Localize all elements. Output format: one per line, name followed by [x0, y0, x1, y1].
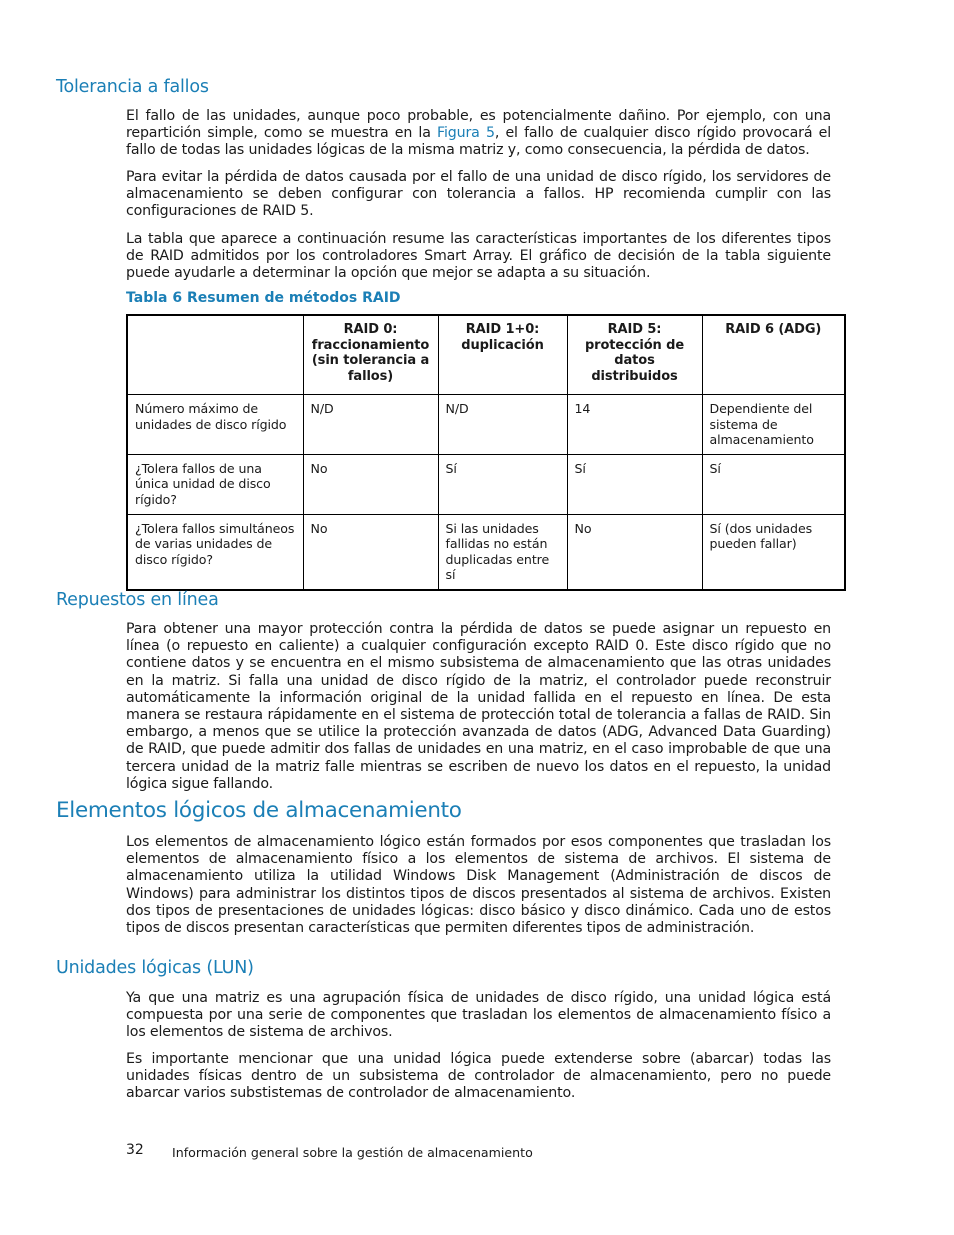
- paragraph-elementos-1: Los elementos de almacenamiento lógico están formados por esos componentes que trasladan los elementos de almacenamiento físico a los elementos de sistema de archivos. El sistema de almacenamiento utiliza la utilidad Windows Disk Management (Administración de discos de Windows) para administrar los distintos tipos de discos presentados al sistema de archivos. Existen dos tipos de presentaciones de unidades lógicas: disco básico y disco dinámico. Cada uno de estos tipos de discos presentan características que permiten diferentes tipos de administración.: [126, 834, 831, 937]
- table-row: [127, 395, 845, 455]
- table-cell: No: [303, 514, 438, 590]
- table-header-cell: RAID 1+0: duplicación: [438, 315, 567, 395]
- raid-summary-table: [126, 314, 846, 591]
- table-cell: N/D: [303, 395, 438, 455]
- table-row: [127, 454, 845, 514]
- table-cell: Sí (dos unidades pueden fallar): [702, 514, 845, 590]
- section-heading-tolerancia: Tolerancia a fallos: [56, 77, 209, 97]
- footer-title: Información general sobre la gestión de almacenamiento: [172, 1145, 533, 1160]
- paragraph-text: El fallo de las unidades, aunque poco probable, es potencialmente dañino. Por ejemplo, con una repartición simple, como se muestra en la: [126, 108, 831, 142]
- paragraph-text: , el fallo de cualquier disco rígido provocará el fallo de todas las unidades lógicas de la misma matriz y, como consecuencia, la pérdida de datos.: [126, 125, 832, 159]
- table-header-cell: RAID 0: fraccionamiento (sin tolerancia a fallos): [303, 315, 438, 395]
- table-header-cell: [127, 315, 303, 395]
- section-heading-repuestos: Repuestos en línea: [56, 590, 219, 610]
- table-cell: 14: [567, 395, 702, 455]
- table-cell: ¿Tolera fallos de una única unidad de disco rígido?: [127, 454, 303, 514]
- paragraph-tolerancia-1: [126, 108, 831, 160]
- table-cell: No: [567, 514, 702, 590]
- table-cell: N/D: [438, 395, 567, 455]
- paragraph-repuestos-1: Para obtener una mayor protección contra la pérdida de datos se puede asignar un repuesto en línea (o repuesto en caliente) a cualquier configuración excepto RAID 0. Este disco rígido que no contiene datos y se encuentra en el mismo subsistema de almacenamiento que las otras unidades en la matriz. Si falla una unidad de disco rígido de la matriz, el controlador puede reconstruir automáticamente la información original de la unidad fallida en el repuesto en línea. De esta manera se restaura rápidamente en el sistema de protección total de tolerancia a fallas de RAID. Sin embargo, a menos que se utilice la protección avanzada de datos (ADG, Advanced Data Guarding) de RAID, que puede admitir dos fallas de unidades en una matriz, en el caso improbable de que una tercera unidad de la matriz falle mientras se escriben de nuevo los datos en el repuesto, la unidad lógica sigue fallando.: [126, 621, 831, 792]
- figure-5-link[interactable]: Figura 5: [437, 125, 495, 142]
- table-cell: Si las unidades fallidas no están duplicadas entre sí: [438, 514, 567, 590]
- table-caption: Tabla 6 Resumen de métodos RAID: [126, 290, 401, 306]
- table-cell: Sí: [702, 454, 845, 514]
- paragraph-unidades-1: Ya que una matriz es una agrupación física de unidades de disco rígido, una unidad lógica está compuesta por una serie de componentes que trasladan los elementos de almacenamiento físico a los elementos de sistema de archivos.: [126, 990, 831, 1041]
- section-heading-elementos: Elementos lógicos de almacenamiento: [56, 798, 462, 823]
- page-number: 32: [126, 1142, 144, 1158]
- table-cell: No: [303, 454, 438, 514]
- table-cell: Dependiente del sistema de almacenamiento: [702, 395, 845, 455]
- table-cell: Sí: [438, 454, 567, 514]
- table-header-cell: RAID 6 (ADG): [702, 315, 845, 395]
- table-cell: ¿Tolera fallos simultáneos de varias unidades de disco rígido?: [127, 514, 303, 590]
- table-cell: Sí: [567, 454, 702, 514]
- table-header-row: [127, 315, 845, 395]
- paragraph-unidades-2: Es importante mencionar que una unidad lógica puede extenderse sobre (abarcar) todas las unidades físicas dentro de un subsistema de controlador de almacenamiento, pero no puede abarcar varios substistemas de controlador de almacenamiento.: [126, 1051, 831, 1102]
- section-heading-unidades: Unidades lógicas (LUN): [56, 958, 254, 978]
- table-row: [127, 514, 845, 590]
- paragraph-tolerancia-2: Para evitar la pérdida de datos causada por el fallo de una unidad de disco rígido, los servidores de almacenamiento se deben configurar con tolerancia a fallos. HP recomienda cumplir con las configuraciones de RAID 5.: [126, 169, 831, 220]
- paragraph-tolerancia-3: La tabla que aparece a continuación resume las características importantes de los diferentes tipos de RAID admitidos por los controladores Smart Array. El gráfico de decisión de la tabla siguiente puede ayudarle a determinar la opción que mejor se adapta a su situación.: [126, 231, 831, 282]
- table-cell: Número máximo de unidades de disco rígido: [127, 395, 303, 455]
- table-header-cell: RAID 5: protección de datos distribuidos: [567, 315, 702, 395]
